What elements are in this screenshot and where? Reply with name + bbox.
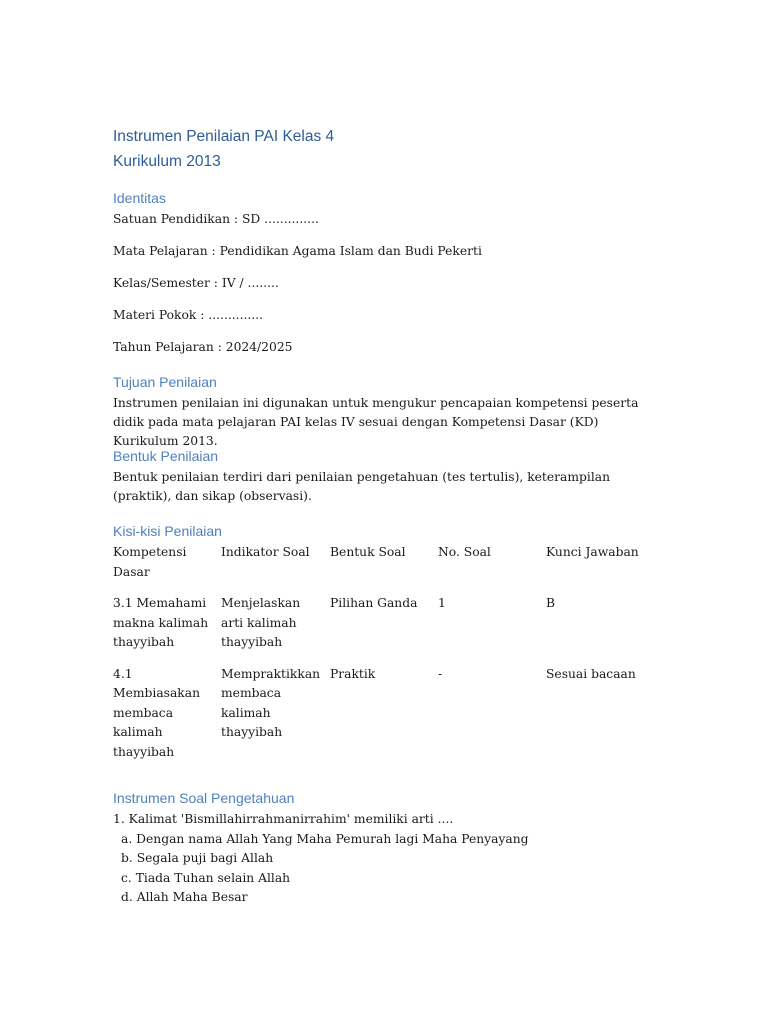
table-header-cell: Kunci Jawaban [546, 545, 639, 559]
heading-soal: Instrumen Soal Pengetahuan [113, 790, 295, 806]
identitas-mapel: Mata Pelajaran : Pendidikan Agama Islam dan Budi Pekerti [113, 244, 482, 258]
document-title [113, 124, 334, 174]
table-cell: 1 [438, 596, 446, 610]
answer-option-b: b. Segala puji bagi Allah [121, 851, 274, 865]
table-header-cell: No. Soal [438, 545, 491, 559]
identitas-kelas: Kelas/Semester : IV / ........ [113, 276, 279, 290]
table-cell: Praktik [330, 666, 376, 681]
table-header-cell: Kompetensi Dasar [113, 545, 187, 579]
table-cell: B [546, 596, 556, 610]
identitas-materi: Materi Pokok : .............. [113, 308, 264, 322]
table-row [113, 665, 658, 763]
answer-option-c: c. Tiada Tuhan selain Allah [121, 870, 291, 885]
heading-kisi: Kisi-kisi Penilaian [113, 523, 222, 539]
table-cell: - [438, 666, 443, 681]
heading-identitas: Identitas [113, 190, 166, 206]
table-cell: Sesuai bacaan [546, 666, 636, 681]
question-block [113, 810, 529, 908]
heading-tujuan: Tujuan Penilaian [113, 374, 217, 390]
identitas-tahun: Tahun Pelajaran : 2024/2025 [113, 340, 293, 354]
table-header-row [113, 543, 658, 582]
table-header-cell: Indikator Soal [221, 545, 310, 559]
table-cell: 4.1 Membiasakan membaca kalimah thayyibah [113, 666, 201, 759]
table-row [113, 594, 658, 653]
heading-bentuk: Bentuk Penilaian [113, 448, 219, 464]
answer-option-a: a. Dengan nama Allah Yang Maha Pemurah lagi Maha Penyayang [121, 831, 529, 846]
title-line-2: Kurikulum 2013 [113, 153, 221, 170]
title-line-1: Instrumen Penilaian PAI Kelas 4 [113, 128, 335, 145]
table-cell: Mempraktikkan membaca kalimah thayyibah [221, 666, 321, 739]
kisi-table [113, 543, 658, 774]
tujuan-paragraph: Instrumen penilaian ini digunakan untuk mengukur pencapaian kompetensi peserta didik pada mata pelajaran PAI kelas IV sesuai dengan Kompetensi Dasar (KD) Kurikulum 2013. [113, 396, 639, 448]
question-text: 1. Kalimat 'Bismillahirrahmanirrahim' memiliki arti .... [113, 812, 454, 826]
table-cell: 3.1 Memahami makna kalimah thayyibah [113, 596, 209, 649]
answer-option-d: d. Allah Maha Besar [121, 890, 248, 904]
table-cell: Menjelaskan arti kalimah thayyibah [221, 596, 301, 649]
table-header-cell: Bentuk Soal [330, 545, 406, 559]
bentuk-paragraph: Bentuk penilaian terdiri dari penilaian pengetahuan (tes tertulis), keterampilan (praktik), dan sikap (observasi). [113, 470, 610, 503]
identitas-satuan: Satuan Pendidikan : SD .............. [113, 212, 319, 226]
table-cell: Pilihan Ganda [330, 596, 418, 610]
